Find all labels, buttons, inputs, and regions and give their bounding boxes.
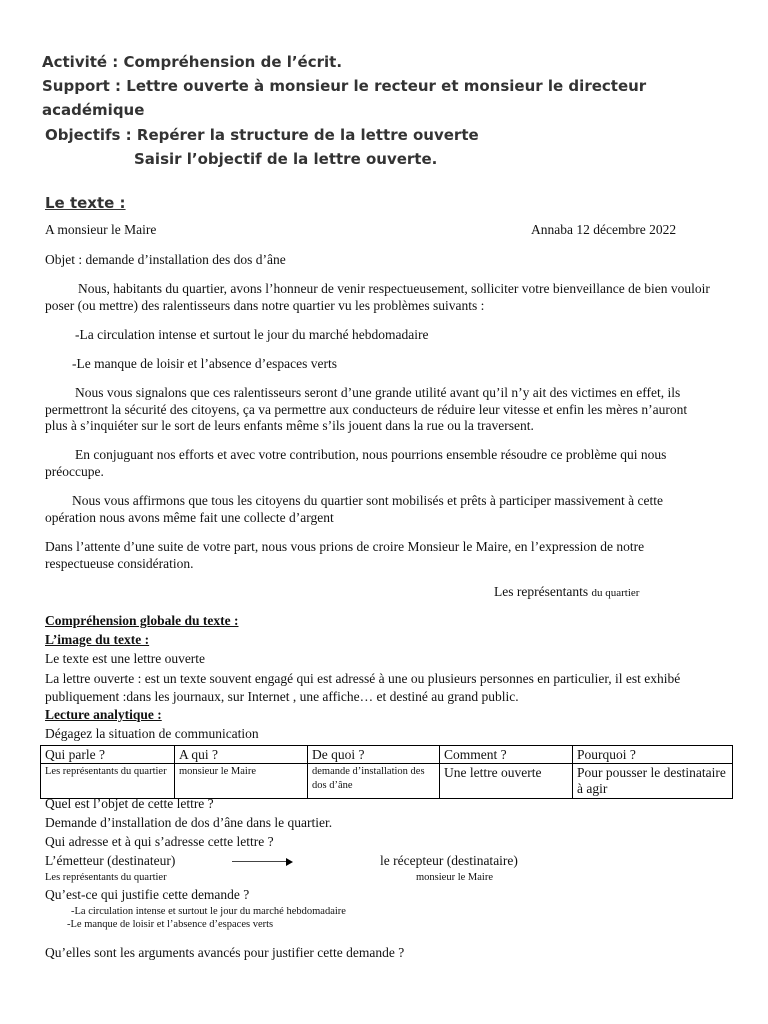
sender-value: Les représentants du quartier: [45, 872, 167, 883]
table-header-cell: A qui ?: [175, 746, 308, 764]
answer-1: Demande d’installation de dos d’âne dans le quartier.: [45, 815, 333, 830]
analytical-reading-title: Lecture analytique :: [45, 707, 162, 722]
sender-label: L’émetteur (destinateur): [45, 853, 176, 868]
receiver-label: le récepteur (destinataire): [380, 853, 518, 868]
objectives-heading: Objectifs : Repérer la structure de la lettre ouverte: [45, 126, 479, 144]
table-cell: demande d’installation des dos d’âne: [308, 764, 440, 799]
table-header-row: [41, 746, 733, 764]
letter-paragraph-5: Dans l’attente d’une suite de votre part, nous vous prions de croire Monsieur le Maire, en l’expression de notre respectueuse considération.: [45, 539, 645, 571]
letter-signature: [494, 584, 639, 600]
text-image-answer: Le texte est une lettre ouverte: [45, 651, 206, 666]
table-header-cell: Qui parle ?: [41, 746, 175, 764]
question-1: Quel est l’objet de cette lettre ?: [45, 796, 214, 811]
communication-instruction: Dégagez la situation de communication: [45, 726, 259, 741]
open-letter-definition: La lettre ouverte : est un texte souvent engagé qui est adressé à une ou plusieurs personnes en particulier, il est exhibé publiquement :dans les journaux, sur Internet , une affiche… et destiné au grand public.: [45, 671, 681, 704]
letter-subject: Objet : demande d’installation des dos d’âne: [45, 252, 286, 267]
table-cell: Les représentants du quartier: [41, 764, 175, 799]
support-heading-cont: académique: [42, 101, 145, 119]
letter-problem-2: -Le manque de loisir et l’absence d’espaces verts: [72, 356, 338, 371]
table-header-cell: Comment ?: [440, 746, 573, 764]
letter-paragraph-1: Nous, habitants du quartier, avons l’honneur de venir respectueusement, solliciter votre bienveillance de bien vouloir poser (ou mettre) des ralentisseurs dans notre quartier vu les problèmes suivants :: [45, 281, 710, 313]
letter-problem-1: -La circulation intense et surtout le jour du marché hebdomadaire: [75, 327, 429, 342]
receiver-value: monsieur le Maire: [416, 872, 493, 883]
table-row: [41, 764, 733, 799]
communication-table: [40, 745, 733, 799]
letter-paragraph-4: Nous vous affirmons que tous les citoyens du quartier sont mobilisés et prêts à participer massivement à cette opération nous avons même fait une collecte d’argent: [45, 493, 663, 525]
global-comprehension-title: Compréhension globale du texte :: [45, 613, 239, 628]
signature-main: Les représentants: [494, 584, 589, 599]
letter-recipient: A monsieur le Maire: [45, 222, 157, 237]
question-4: Qu’elles sont les arguments avancés pour justifier cette demande ?: [45, 945, 405, 960]
answer-3-item-1: -La circulation intense et surtout le jour du marché hebdomadaire: [71, 906, 346, 917]
table-header-cell: De quoi ?: [308, 746, 440, 764]
table-cell: Une lettre ouverte: [440, 764, 573, 799]
activity-heading: Activité : Compréhension de l’écrit.: [42, 53, 343, 71]
letter-paragraph-2: Nous vous signalons que ces ralentisseurs seront d’une grande utilité avant qu’il n’y ait des victimes en effet, ils permettront la sécurité des citoyens, ça va permettre aux conducteurs de réduire leur vitesse et enfin les mères n’auront plus à s’inquiéter sur le sort de leurs enfants même s’ils jouent dans la rue ou la traversent.: [45, 385, 688, 433]
letter-date: Annaba 12 décembre 2022: [531, 222, 677, 237]
table-header-cell: Pourquoi ?: [573, 746, 733, 764]
text-image-title: L’image du texte :: [45, 632, 150, 647]
arrow-line: [232, 861, 287, 862]
arrow-right-icon: [286, 858, 293, 866]
table-cell: monsieur le Maire: [175, 764, 308, 799]
letter-paragraph-3: En conjuguant nos efforts et avec votre contribution, nous pourrions ensemble résoudre ce problème qui nous préoccupe.: [45, 447, 667, 479]
table-cell: Pour pousser le destinataire à agir: [573, 764, 733, 799]
question-2: Qui adresse et à qui s’adresse cette lettre ?: [45, 834, 274, 849]
question-3: Qu’est-ce qui justifie cette demande ?: [45, 887, 250, 902]
support-heading: Support : Lettre ouverte à monsieur le recteur et monsieur le directeur: [42, 77, 647, 95]
text-section-title: Le texte :: [45, 194, 126, 212]
signature-small: du quartier: [591, 587, 640, 599]
answer-3-item-2: -Le manque de loisir et l’absence d’espaces verts: [67, 919, 274, 930]
objectives-heading-cont: Saisir l’objectif de la lettre ouverte.: [134, 150, 438, 168]
